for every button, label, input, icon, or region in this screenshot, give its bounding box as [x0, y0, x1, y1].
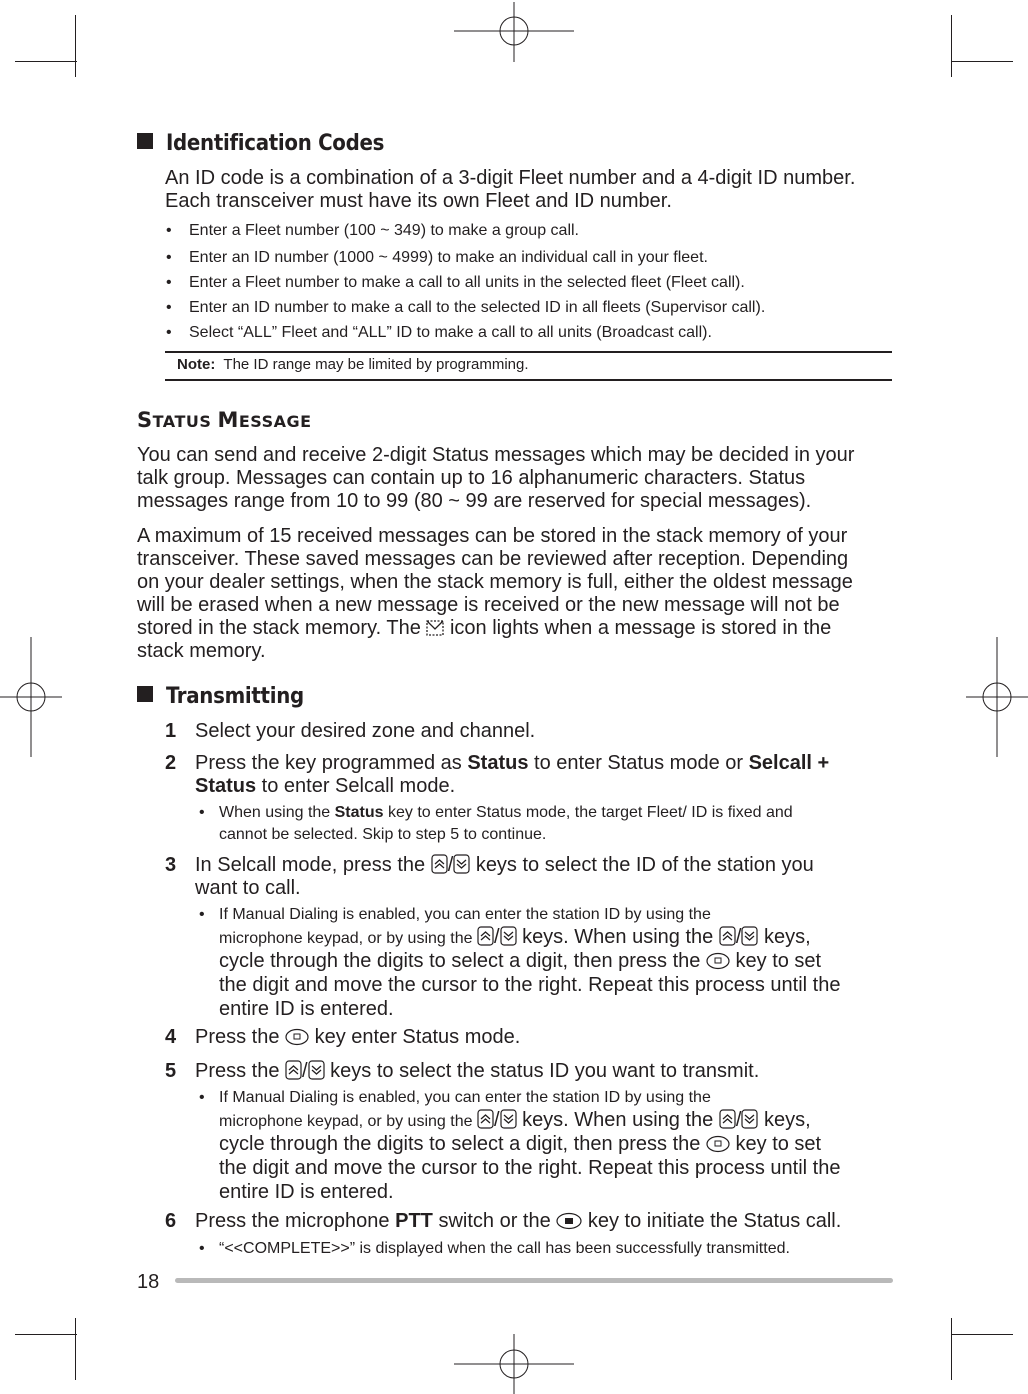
list-item: • Enter an ID number to make a call to the selected ID in all fleets (Supervisor call). [166, 299, 766, 316]
status-para-2-line-5: stored in the stack memory. The icon lights when a message is stored in the [137, 617, 832, 639]
step-2: Press the key programmed as Status to enter Status mode or Selcall + Status to enter Selcall mode. [195, 752, 830, 797]
step-number: 5 [165, 1060, 177, 1082]
status-para-1-line-3: messages range from 10 to 99 (80 ~ 99 are reserved for special messages). [137, 490, 812, 512]
step-3: In Selcall mode, press the / keys to select the ID of the station you want to call. [195, 854, 814, 899]
up-key-icon [477, 926, 494, 946]
square-bullet-icon [137, 686, 153, 702]
step-5-manual-dialing-note: • If Manual Dialing is enabled, you can enter the station ID by using the microphone keypad, or by using the / keys. When using the / keys, cycle through the digits to select a digit, then press the key to set the digit and move the cursor to the right. Repeat this process until the entire ID is entered. [199, 1089, 841, 1203]
step-number: 3 [165, 854, 177, 876]
step-4: Press the key enter Status mode. [195, 1026, 521, 1048]
list-item: • Enter a Fleet number to make a call to all units in the selected fleet (Fleet call). [166, 274, 745, 291]
step-number: 6 [165, 1210, 177, 1232]
down-key-icon [453, 854, 470, 874]
note-rule-bottom [165, 379, 892, 381]
note-rule-top [165, 351, 892, 353]
id-intro-line-2: Each transceiver must have its own Fleet and ID number. [165, 190, 672, 212]
step-6-note: • “<<COMPLETE>>” is displayed when the call has been successfully transmitted. [199, 1240, 790, 1257]
status-para-2-line-3: on your dealer settings, when the stack memory is full, either the oldest message [137, 571, 853, 593]
step-2-note: • When using the Status key to enter Status mode, the target Fleet/ ID is fixed and cannot be selected. Skip to step 5 to continue. [199, 804, 793, 843]
down-key-icon [741, 1109, 758, 1129]
note: Note: The ID range may be limited by programming. [177, 356, 529, 373]
section-heading-status-message: STATUS MESSAGE [137, 408, 312, 432]
step-5: Press the / keys to select the status ID you want to transmit. [195, 1060, 760, 1082]
footer-rule [175, 1278, 893, 1283]
up-key-icon [431, 854, 448, 874]
transmit-key-icon [556, 1212, 582, 1230]
step-1: Select your desired zone and channel. [195, 720, 536, 742]
status-para-2-line-1: A maximum of 15 received messages can be stored in the stack memory of your [137, 525, 848, 547]
list-item: • Enter an ID number (1000 ~ 4999) to make an individual call in your fleet. [166, 249, 708, 266]
status-para-2-line-6: stack memory. [137, 640, 266, 662]
enter-key-icon [285, 1028, 309, 1046]
step-number: 1 [165, 720, 177, 742]
page-number: 18 [137, 1271, 160, 1293]
down-key-icon [500, 926, 517, 946]
list-item: • Enter a Fleet number (100 ~ 349) to make a group call. [166, 222, 579, 239]
up-key-icon [285, 1060, 302, 1080]
step-number: 4 [165, 1026, 177, 1048]
enter-key-icon [706, 1135, 730, 1153]
section-title-transmitting: Transmitting [137, 684, 304, 709]
down-key-icon [500, 1109, 517, 1129]
registration-mark-bottom [454, 1334, 574, 1394]
registration-mark-right [966, 637, 1028, 757]
down-key-icon [741, 926, 758, 946]
status-para-2-line-2: transceiver. These saved messages can be reviewed after reception. Depending [137, 548, 849, 570]
status-para-2-line-4: will be erased when a new message is received or the new message will not be [137, 594, 840, 616]
square-bullet-icon [137, 133, 153, 149]
message-icon [426, 619, 444, 637]
enter-key-icon [706, 952, 730, 970]
up-key-icon [719, 1109, 736, 1129]
status-para-1-line-1: You can send and receive 2-digit Status messages which may be decided in your [137, 444, 855, 466]
step-number: 2 [165, 752, 177, 774]
down-key-icon [308, 1060, 325, 1080]
step-6: Press the microphone PTT switch or the key to initiate the Status call. [195, 1210, 842, 1232]
step-3-manual-dialing-note: • If Manual Dialing is enabled, you can enter the station ID by using the microphone keypad, or by using the / keys. When using the / keys, cycle through the digits to select a digit, then press the key to set the digit and move the cursor to the right. Repeat this process until the entire ID is entered. [199, 906, 841, 1020]
status-para-1-line-2: talk group. Messages can contain up to 16 alphanumeric characters. Status [137, 467, 806, 489]
section-title-identification-codes: Identification Codes [137, 131, 384, 156]
registration-mark-top [454, 2, 574, 62]
list-item: • Select “ALL” Fleet and “ALL” ID to make a call to all units (Broadcast call). [166, 324, 712, 341]
up-key-icon [719, 926, 736, 946]
up-key-icon [477, 1109, 494, 1129]
registration-mark-left [0, 637, 62, 757]
id-intro-line-1: An ID code is a combination of a 3-digit Fleet number and a 4-digit ID number. [165, 167, 856, 189]
